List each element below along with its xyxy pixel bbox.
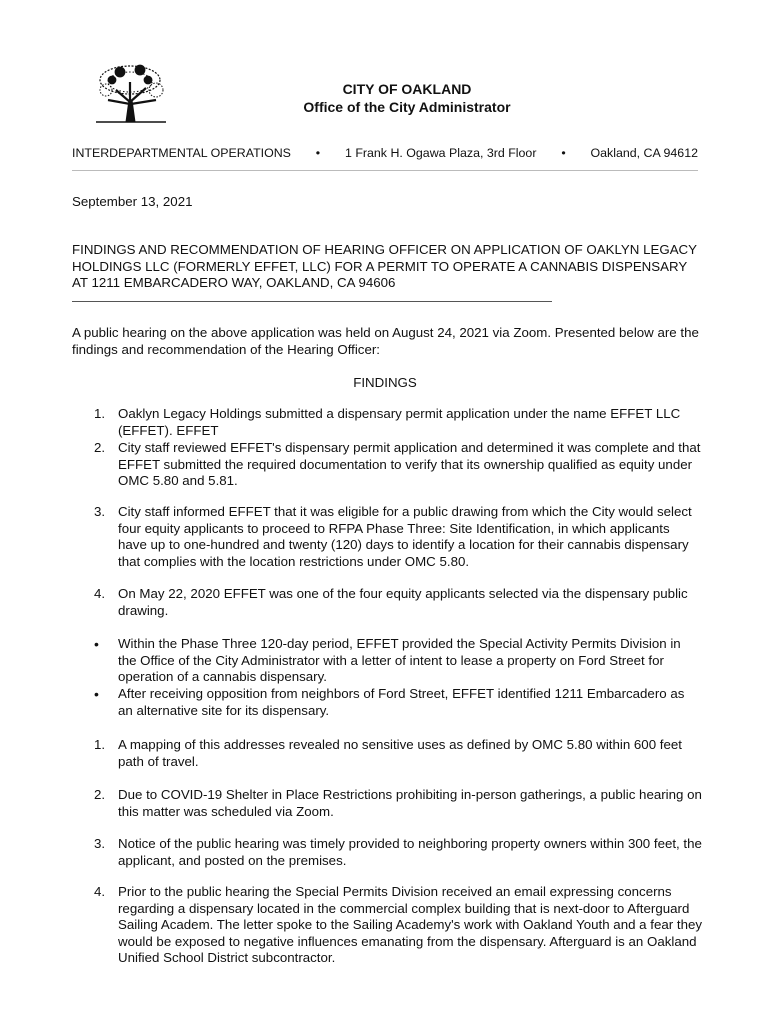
city-name: CITY OF OAKLAND [342, 81, 472, 97]
separator-dot: • [315, 146, 321, 160]
item-number: 1. [94, 737, 106, 752]
item-text: Prior to the public hearing the Special Permits Division received an email expressing concerns regarding a dispensary located in the commercial complex building that is next-door to Afterguard Sailing Academ. The letter spoke to the Sailing Academy's work with Oakland Youth and a fear they would be exposed to negative influences emanating from the dispensary. Afterguard is an Oakland Unified School District subcontractor. [118, 884, 703, 965]
subject-underline [72, 301, 552, 302]
item-text: Notice of the public hearing was timely provided to neighboring property owners within 300 feet, the applicant, and posted on the premises. [118, 836, 702, 868]
item-text: Oaklyn Legacy Holdings submitted a dispensary permit application under the name EFFET LLC (EFFET). EFFET [118, 406, 681, 438]
letter-date: September 13, 2021 [72, 194, 193, 209]
item-text: Within the Phase Three 120-day period, EFFET provided the Special Activity Permits Division in the Office of the City Administrator with a letter of intent to lease a property on Ford Street for operation of a cannabis dispensary. [118, 636, 681, 684]
item-text: On May 22, 2020 EFFET was one of the four equity applicants selected via the dispensary public drawing. [118, 586, 688, 618]
subject-line: FINDINGS AND RECOMMENDATION OF HEARING OFFICER ON APPLICATION OF OAKLYN LEGACY HOLDINGS LLC (FORMERLY EFFET, LLC) FOR A PERMIT TO OPERATE A CANNABIS DISPENSARY AT 1211 EMBARCADERO WAY, OAKLAND, CA 94606 [72, 242, 697, 290]
item-number: 4. [94, 586, 106, 601]
item-text: City staff informed EFFET that it was eligible for a public drawing from which the City would select four equity applicants to proceed to RFPA Phase Three: Site Identification, in which applicants have up to one-hundred and twenty (120) days to identify a location for their cannabis dispensary that complies with the location restrictions under OMC 5.80. [118, 504, 692, 569]
letterhead-title [200, 80, 614, 116]
item-text: A mapping of this addresses revealed no sensitive uses as defined by OMC 5.80 within 600 feet path of travel. [118, 737, 682, 769]
oak-tree-icon [86, 60, 176, 124]
separator-dot: • [561, 146, 566, 160]
item-number: 2. [94, 440, 106, 455]
item-number: 3. [94, 836, 106, 851]
city-zip: Oakland, CA 94612 [590, 146, 698, 160]
street-address: 1 Frank H. Ogawa Plaza, 3rd Floor [345, 146, 537, 160]
department-name: INTERDEPARTMENTAL OPERATIONS [72, 146, 291, 160]
item-text: Due to COVID-19 Shelter in Place Restrictions prohibiting in-person gatherings, a public hearing on this matter was scheduled via Zoom. [118, 787, 702, 819]
header-divider [72, 170, 698, 171]
bullet-mark: • [94, 686, 99, 702]
findings-heading: FINDINGS [353, 375, 417, 390]
letterhead-address-line [72, 146, 698, 160]
office-name: Office of the City Administrator [303, 99, 511, 115]
item-number: 3. [94, 504, 106, 519]
bullet-mark: • [94, 636, 99, 652]
item-text: After receiving opposition from neighbors of Ford Street, EFFET identified 1211 Embarcadero as an alternative site for its dispensary. [118, 686, 685, 718]
item-number: 2. [94, 787, 106, 802]
item-text: City staff reviewed EFFET's dispensary permit application and determined it was complete and that EFFET submitted the required documentation to verify that its ownership qualified as equity under OMC 5.80 and 5.81. [118, 440, 701, 488]
intro-paragraph: A public hearing on the above application was held on August 24, 2021 via Zoom. Presented below are the findings and recommendation of the Hearing Officer: [72, 325, 699, 357]
item-number: 4. [94, 884, 106, 899]
item-number: 1. [94, 406, 106, 421]
